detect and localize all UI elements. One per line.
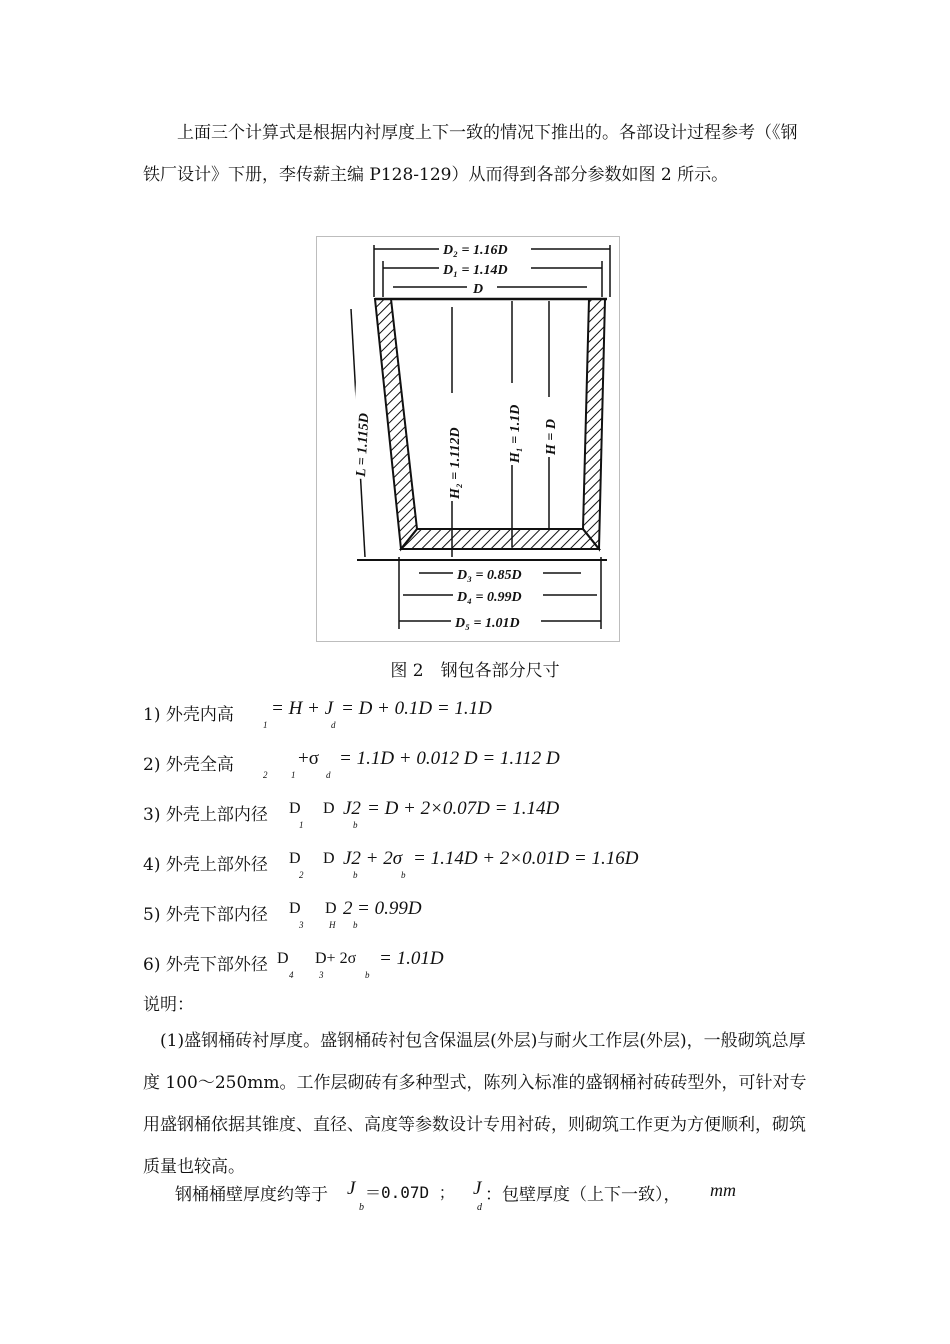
- formula-6-rhs: = 1.01D: [379, 948, 444, 969]
- formula-2-label: 2) 外壳全高: [143, 755, 234, 775]
- h-label: H = D: [544, 419, 559, 455]
- d2-label: D₂ = 1.16D: [443, 243, 508, 258]
- formula-5-rhs: = 0.99D: [357, 898, 422, 919]
- h2-label: H₂ = 1.112D: [448, 427, 463, 499]
- d-label: D: [473, 282, 484, 297]
- lining-paragraph: (1)盛钢桶砖衬厚度。盛钢桶砖衬包含保温层(外层)与耐火工作层(外层)，一般砌筑总厚度 100～250mm。工作层砌砖有多种型式，陈列入标准的盛钢桶衬砖砖型外，可针对专用盛钢桶依据其锥度、直径、高度等参数设计专用衬砖，则砌筑工作更为方便顺利，砌筑质量也较高。: [143, 1031, 807, 1177]
- d3-label: D₃ = 0.85D: [457, 568, 522, 583]
- formula-2: 2) 外壳全高 +σ 2 1 d = 1.1D + 0.012 D = 1.112 D: [143, 748, 560, 780]
- l-label: L = 1.115D: [354, 412, 373, 478]
- ladle-diagram: [317, 237, 619, 641]
- d5-label: D₅ = 1.01D: [455, 616, 520, 631]
- d4-label: D₄ = 0.99D: [457, 590, 522, 605]
- formula-1-math: = H + J: [271, 698, 334, 719]
- formula-3: 3) 外壳上部内径 D D J2 1 b = D + 2×0.07D = 1.14D: [143, 798, 560, 830]
- ladle-figure: [316, 236, 620, 642]
- h1-label: H₁ = 1.1D: [508, 404, 523, 463]
- d1-label: D₁ = 1.14D: [443, 263, 508, 278]
- left-wall: [375, 299, 417, 549]
- formula-3-rhs: = D + 2×0.07D = 1.14D: [367, 798, 560, 819]
- formula-5: 5) 外壳下部内径 D D 2 3 H b = 0.99D: [143, 898, 422, 930]
- formula-4: 4) 外壳上部外径 D D J2 + 2σ 2 b b = 1.14D + 2×0.01D = 1.16D: [143, 848, 639, 880]
- bottom-lining: [401, 529, 599, 549]
- right-wall: [583, 299, 605, 549]
- formula-6-label: 6) 外壳下部外径: [143, 955, 268, 975]
- formula-4-label: 4) 外壳上部外径: [143, 855, 268, 875]
- intro-paragraph: 上面三个计算式是根据内衬厚度上下一致的情况下推出的。各部设计过程参考（《钢铁厂设计》下册，李传薪主编 P128-129）从而得到各部分参数如图 2 所示。: [143, 123, 798, 185]
- formula-3-label: 3) 外壳上部内径: [143, 805, 268, 825]
- formula-6: 6) 外壳下部外径 D D+ 2σ 4 3 b = 1.01D: [143, 948, 444, 980]
- note-title: 说明：: [143, 995, 194, 1015]
- formula-2-math: +σ: [298, 748, 319, 769]
- formula-4-rhs: = 1.14D + 2×0.01D = 1.16D: [413, 848, 639, 869]
- formula-1-rhs: = D + 0.1D = 1.1D: [341, 698, 492, 719]
- wall-thickness-line: 钢桶桶壁厚度约等于 J b ＝0.07D ； J d ：包壁厚度（上下一致）， mm: [175, 1178, 736, 1213]
- formula-1: 1) 外壳内高 = H + J 1 d = D + 0.1D = 1.1D: [143, 698, 492, 730]
- formula-1-label: 1) 外壳内高: [143, 705, 234, 725]
- figure-caption: 图 2 钢包各部分尺寸: [390, 661, 560, 681]
- formula-5-label: 5) 外壳下部内径: [143, 905, 268, 925]
- formula-2-rhs: = 1.1D + 0.012 D = 1.112 D: [339, 748, 560, 769]
